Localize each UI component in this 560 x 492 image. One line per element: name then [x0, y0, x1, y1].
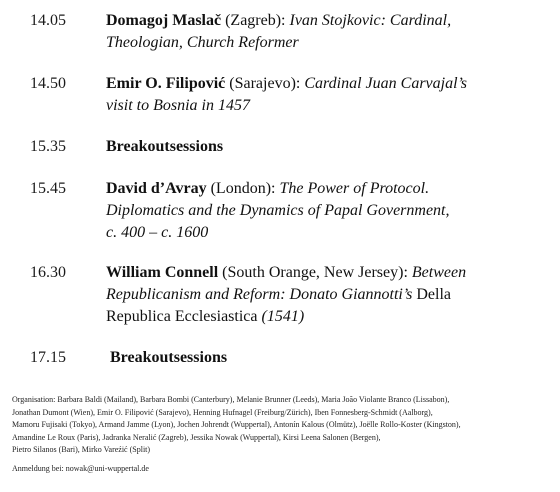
talk-title-roman: Republica Ecclesiastica [106, 308, 262, 325]
talk-title-line: Theologian, Church Reformer [106, 34, 299, 51]
session-time: 17.15 [30, 349, 66, 366]
talk-title-line: visit to Bosnia in 1457 [106, 97, 250, 114]
speaker-name: Emir O. Filipović [106, 75, 226, 92]
talk-title-line: c. 400 – c. 1600 [106, 224, 209, 241]
speaker-name: Domagoj Maslač [106, 12, 222, 29]
talk-title-line: Between [411, 264, 467, 281]
talk-title-line: The Power of Protocol. [279, 180, 430, 197]
registration-contact: Anmeldung bei: nowak@uni-wuppertal.de [12, 464, 149, 473]
break-label: Breakoutsessions [106, 138, 224, 155]
session-entry [110, 347, 510, 369]
session-entry [106, 10, 506, 54]
talk-title-line: Diplomatics and the Dynamics of Papal Government, [106, 202, 450, 219]
footer-line: Jonathan Dumont (Wien), Emir O. Filipović (Sarajevo), Henning Hufnagel (Freiburg/Zürich), Iben Fonnesberg-Schmidt (Aalborg), [12, 407, 433, 417]
speaker-affiliation: (Sarajevo): [225, 75, 305, 92]
footer-line: Mamoru Fujisaki (Tokyo), Armand Jamme (Lyon), Jochen Johrendt (Wuppertal), Antonín Kalous (Olmütz), Joëlle Rollo-Koster (Kingston), [12, 420, 461, 429]
talk-title-line: Ivan Stojkovic: Cardinal, [289, 12, 452, 29]
speaker-affiliation: (Zagreb): [221, 12, 290, 29]
break-label: Breakoutsessions [110, 349, 228, 366]
talk-title-line: Republicanism and Reform: Donato Giannotti’s [106, 286, 413, 303]
speaker-affiliation: (London): [206, 180, 280, 197]
session-time: 15.35 [30, 138, 66, 155]
footer-line: Organisation: Barbara Baldi (Mailand), Barbara Bombi (Canterbury), Melanie Brunner (Leeds), Maria João Violante Branco (Lissabon), [12, 395, 450, 404]
session-time: 15.45 [30, 180, 66, 197]
session-time: 14.05 [30, 12, 66, 29]
session-entry [106, 136, 506, 158]
footer-line: Amandine Le Roux (Paris), Jadranka Neralić (Zagreb), Jessika Nowak (Wuppertal), Kirsi Leena Salonen (Bergen), [12, 432, 381, 442]
speaker-name: William Connell [106, 264, 219, 281]
speaker-affiliation: (South Orange, New Jersey): [218, 264, 412, 281]
talk-title-roman: Della [412, 286, 452, 303]
organisation-footer [12, 394, 552, 457]
talk-title-line: Cardinal Juan Carvajal’s [304, 75, 468, 92]
talk-title-line: (1541) [261, 308, 305, 325]
speaker-name: David d’Avray [106, 180, 207, 197]
session-entry [106, 262, 506, 328]
session-time: 14.50 [30, 75, 66, 92]
footer-line: Pietro Silanos (Bari), Mirko Vareźić (Split) [12, 445, 151, 454]
session-time: 16.30 [30, 264, 66, 281]
session-entry [106, 178, 506, 244]
session-entry [106, 73, 506, 117]
